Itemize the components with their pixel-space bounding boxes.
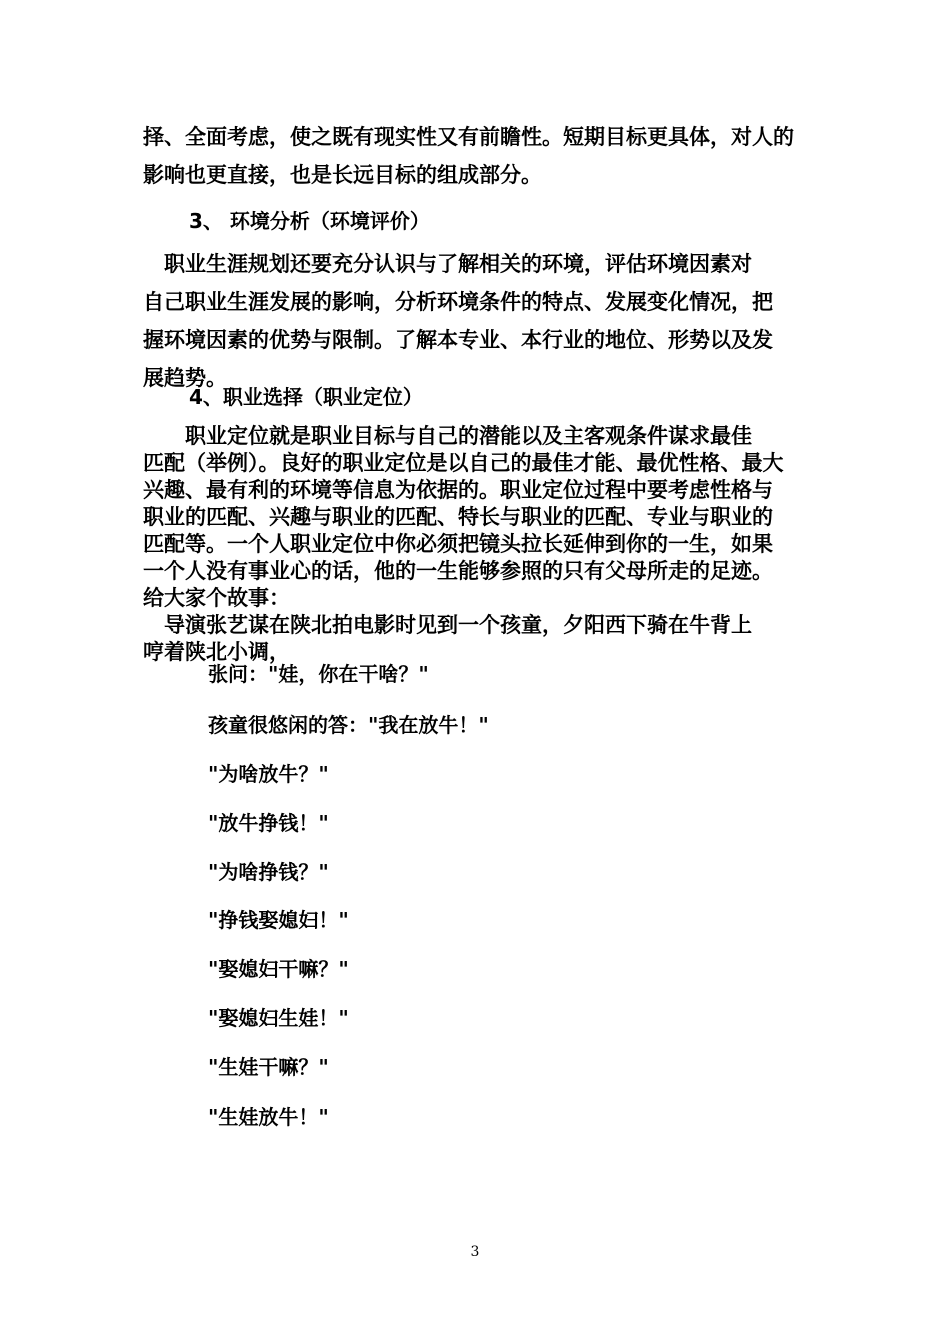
text-line: 兴趣、最有利的环境等信息为依据的。职业定位过程中要考虑性格与	[143, 478, 773, 502]
dialog-line: "放牛挣钱！"	[208, 811, 329, 835]
dialog-line: "生娃放牛！"	[208, 1105, 329, 1129]
text-line: 择、全面考虑，使之既有现实性又有前瞻性。短期目标更具体，对人的	[143, 125, 794, 149]
dialog-line: "挣钱娶媳妇！"	[208, 908, 349, 932]
paragraph-goals-continued	[143, 118, 809, 194]
text-line: 职业生涯规划还要充分认识与了解相关的环境，评估环境因素对	[143, 252, 752, 276]
paragraph-environment	[143, 245, 809, 397]
dialog-line: "娶媳妇生娃！"	[208, 1006, 349, 1030]
text-line: 给大家个故事：	[143, 586, 290, 610]
dialog-line: "为啥放牛？"	[208, 762, 329, 786]
dialog-line: "娶媳妇干嘛？"	[208, 957, 349, 981]
text-line: 职业的匹配、兴趣与职业的匹配、特长与职业的匹配、专业与职业的	[143, 505, 773, 529]
dialog-line: "生娃干嘛？"	[208, 1055, 329, 1079]
text-line: 自己职业生涯发展的影响，分析环境条件的特点、发展变化情况，把	[143, 290, 773, 314]
text-line: 握环境因素的优势与限制。了解本专业、本行业的地位、形势以及发	[143, 328, 773, 352]
text-line: 导演张艺谋在陕北拍电影时见到一个孩童，夕阳西下骑在牛背上	[143, 613, 752, 637]
text-line: 职业定位就是职业目标与自己的潜能以及主客观条件谋求最佳	[143, 424, 752, 448]
dialog-line: "为啥挣钱？"	[208, 860, 329, 884]
dialog-line: 孩童很悠闲的答："我在放牛！"	[208, 713, 489, 737]
page-number: 3	[470, 1244, 480, 1260]
text-line: 匹配等。一个人职业定位中你必须把镜头拉长延伸到你的一生，如果	[143, 532, 773, 556]
dialog-line: 张问："娃，你在干啥？"	[208, 662, 429, 686]
text-line: 匹配（举例）。良好的职业定位是以自己的最佳才能、最优性格、最大	[143, 451, 784, 475]
heading-career-choice: 4、职业选择（职业定位）	[189, 385, 423, 409]
heading-environment-analysis: 3、 环境分析（环境评价）	[189, 209, 430, 233]
text-line: 一个人没有事业心的话，他的一生能够参照的只有父母所走的足迹。	[143, 559, 773, 583]
text-line: 影响也更直接，也是长远目标的组成部分。	[143, 163, 542, 187]
text-line: 哼着陕北小调，	[143, 640, 290, 664]
paragraph-career-positioning	[143, 423, 809, 666]
text-line: 展趋势。	[143, 366, 227, 390]
